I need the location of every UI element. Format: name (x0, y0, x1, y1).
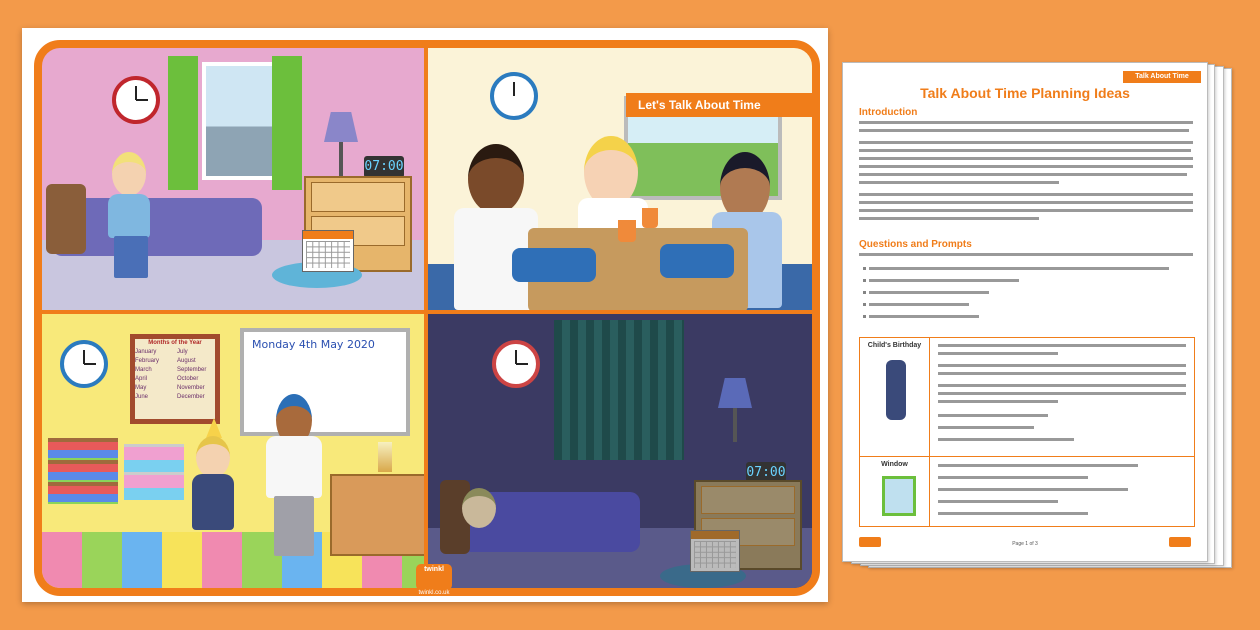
text-line (938, 488, 1128, 491)
alarm-clock: 07:00 (364, 156, 404, 178)
month-label: March (135, 367, 152, 373)
doc-tab: Talk About Time (1123, 71, 1201, 83)
clock-icon (112, 76, 160, 124)
text-line (859, 201, 1193, 204)
text-line (938, 438, 1074, 441)
storage-drawers (124, 444, 184, 500)
text-line (938, 426, 1034, 429)
text-line (938, 500, 1058, 503)
lamp-icon (324, 112, 358, 142)
month-label: December (177, 394, 205, 400)
clock-icon (490, 72, 538, 120)
text-line (859, 141, 1193, 144)
month-label: October (177, 376, 199, 382)
text-line (859, 209, 1193, 212)
bed-headboard (46, 184, 86, 254)
row-label-window: Window (860, 457, 930, 526)
text-line (859, 157, 1193, 160)
bullet-line (869, 267, 1169, 270)
whiteboard-date: Monday 4th May 2020 (252, 338, 375, 351)
footer-logo (1169, 537, 1191, 547)
bedroom-night-scene (428, 314, 812, 588)
text-line (859, 121, 1193, 124)
text-line (859, 165, 1193, 168)
text-line (938, 512, 1088, 515)
cup (618, 220, 636, 242)
lamp-stem (733, 408, 737, 442)
text-line (859, 217, 1039, 220)
text-line (938, 384, 1186, 387)
sleeping-child (462, 488, 496, 528)
lunchtime-scene (428, 48, 812, 310)
text-line (938, 352, 1058, 355)
classroom-scene (42, 314, 424, 588)
calendar-icon (690, 530, 740, 572)
text-line (938, 400, 1058, 403)
bedroom-morning-scene (42, 48, 424, 310)
window-thumbnail (882, 476, 916, 516)
clock-icon (60, 340, 108, 388)
child-thumbnail (886, 360, 906, 420)
month-label: February (135, 358, 160, 364)
month-label: April (135, 376, 148, 382)
months-title: Months of the Year (148, 340, 202, 346)
closed-curtains (554, 320, 684, 460)
hourglass-icon (378, 442, 392, 472)
text-line (938, 476, 1088, 479)
text-line (859, 173, 1187, 176)
text-line (859, 193, 1193, 196)
month-label: July (177, 349, 188, 355)
poster-frame (34, 40, 820, 596)
lamp-stem (339, 142, 343, 176)
text-line (859, 181, 1059, 184)
doc-title: Talk About Time Planning Ideas (920, 85, 1130, 101)
month-label: June (135, 394, 149, 400)
text-line (859, 149, 1191, 152)
lunch-tray (660, 244, 734, 278)
planning-document-page[interactable] (842, 62, 1208, 562)
months-of-year-poster (130, 334, 220, 424)
footer-page-number: Page 1 of 3 (1012, 541, 1038, 547)
bullet-line (869, 279, 1019, 282)
bookshelf (48, 438, 118, 504)
cup (642, 208, 658, 228)
bullet-line (869, 315, 979, 318)
month-label: November (177, 385, 205, 391)
text-line (938, 344, 1186, 347)
row-label-birthday: Child's Birthday (860, 338, 930, 456)
intro-heading: Introduction (859, 107, 918, 118)
bullet-line (869, 303, 969, 306)
month-label: August (177, 358, 196, 364)
lamp-icon (718, 378, 752, 408)
whiteboard (240, 328, 410, 436)
prompts-table (859, 337, 1195, 527)
text-line (859, 253, 1193, 256)
month-label: January (135, 349, 157, 355)
text-line (859, 129, 1189, 132)
teacher-desk (330, 474, 424, 556)
questions-heading: Questions and Prompts (859, 239, 972, 250)
bullet-line (869, 291, 989, 294)
text-line (938, 464, 1138, 467)
curtain-right (272, 56, 302, 190)
twinkl-logo: twinkl (416, 564, 452, 590)
text-line (938, 414, 1048, 417)
curtain-left (168, 56, 198, 190)
poster-image[interactable] (22, 28, 828, 602)
alarm-clock: 07:00 (746, 462, 786, 482)
text-line (938, 364, 1186, 367)
text-line (938, 372, 1186, 375)
clock-icon (492, 340, 540, 388)
month-label: May (135, 385, 147, 391)
twinkl-url: twinkl.co.uk (418, 590, 450, 596)
window (202, 62, 276, 180)
text-line (938, 392, 1186, 395)
lunch-tray (512, 248, 596, 282)
poster-banner: Let's Talk About Time (626, 93, 812, 117)
calendar-icon (302, 230, 354, 272)
month-label: September (177, 367, 207, 373)
